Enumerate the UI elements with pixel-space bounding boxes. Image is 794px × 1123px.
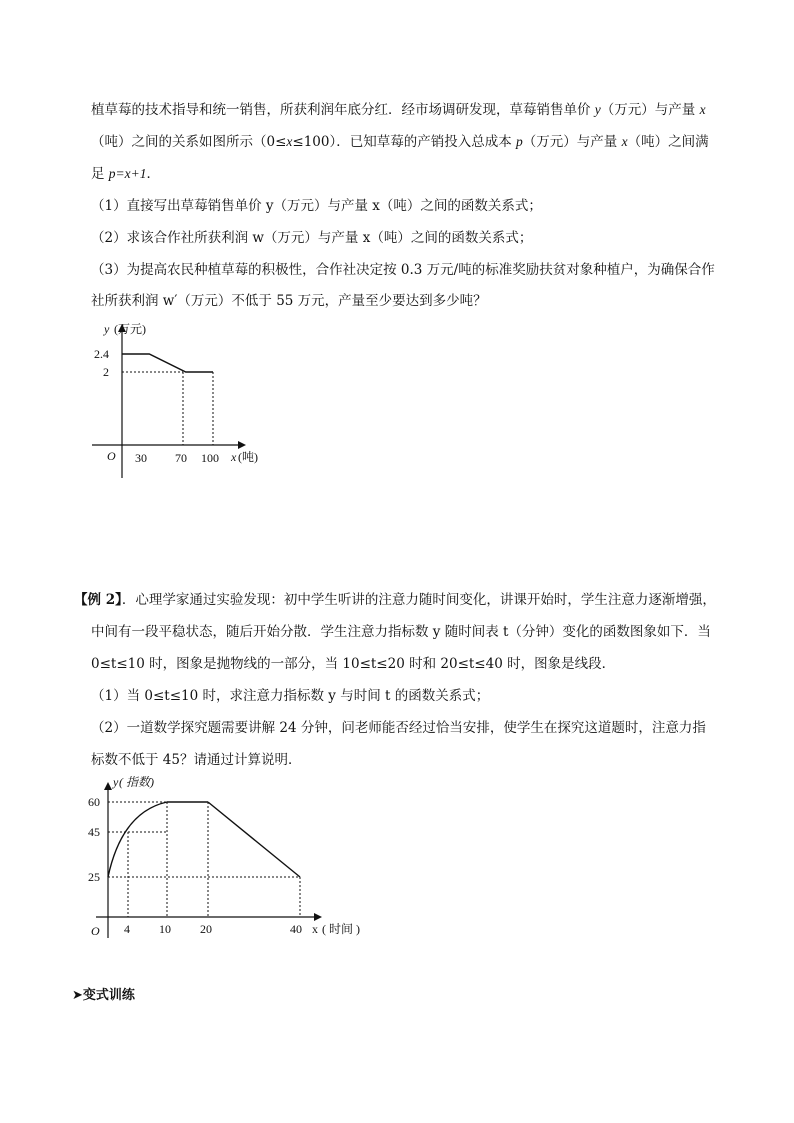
p1-line3-text-b: ．: [146, 166, 161, 182]
p1-line2-text-d: （吨）之间满: [627, 134, 709, 150]
p1-question-3a: （3）为提高农民种植草莓的积极性，合作社决定按 0.3 万元/吨的标准奖励扶贫对象种植户，为确保合作: [91, 262, 715, 278]
p2-question-2b: 标数不低于 45？请通过计算说明．: [91, 752, 302, 768]
g2-parabola-segment: [108, 802, 167, 877]
g2-y-axis-arrow: [104, 782, 112, 790]
example-tag: 【例 2】: [74, 592, 122, 608]
variant-training-heading: [72, 984, 135, 1003]
equation-p: p=x+1: [108, 166, 147, 181]
g1-y-tick-2: 2: [103, 365, 109, 379]
g1-x-tick-100: 100: [201, 451, 219, 465]
g1-x-label: x: [231, 450, 237, 464]
var-y: y: [594, 102, 601, 117]
g2-x-tick-40: 40: [290, 922, 302, 936]
g2-decline-segment: [208, 802, 300, 877]
p1-question-3b: 社所获利润 w′（万元）不低于 55 万元，产量至少要达到多少吨？: [91, 293, 487, 309]
g1-y-label: y: [104, 322, 110, 336]
g2-origin: O: [91, 924, 100, 938]
p1-line1-text-a: 植草莓的技术指导和统一销售，所获利润年底分红．经市场调研发现，草莓销售单价: [91, 102, 595, 118]
p2-line1-text: ．心理学家通过实验发现：初中学生听讲的注意力随时间变化，讲课开始时，学生注意力逐渐增强，: [121, 592, 716, 608]
p1-line1-text-b: （万元）与产量: [600, 102, 700, 118]
p1-line3-text-a: 足: [91, 166, 109, 182]
p2-line3: 0≤t≤10 时，图象是抛物线的一部分，当 10≤t≤20 时和 20≤t≤40 时，图象是线段．: [91, 656, 616, 672]
g1-y-unit: (万元): [114, 322, 146, 336]
g1-x-tick-30: 30: [135, 451, 147, 465]
g2-x-tick-20: 20: [200, 922, 212, 936]
g2-y-tick-45: 45: [88, 825, 100, 839]
arrow-bullet-icon: ➤: [72, 988, 83, 1003]
p1-question-1: （1）直接写出草莓销售单价 y（万元）与产量 x（吨）之间的函数关系式；: [91, 198, 542, 214]
var-x: x: [699, 102, 706, 117]
p1-question-2: （2）求该合作社所获利润 w（万元）与产量 x（吨）之间的函数关系式；: [91, 230, 533, 246]
p1-line2-text-a: （吨）之间的关系如图所示（0≤: [91, 134, 287, 150]
g2-x-axis-arrow: [314, 913, 322, 921]
g1-x-unit: (吨): [238, 450, 258, 464]
p1-line2-text-b: ≤100）．已知草莓的产销投入总成本: [292, 134, 517, 150]
g2-y-tick-25: 25: [88, 870, 100, 884]
g2-x-tick-4: 4: [124, 922, 130, 936]
g1-origin: O: [107, 449, 116, 463]
g2-y-unit: ( 指数): [119, 775, 154, 789]
var-x: x: [621, 134, 628, 149]
g2-y-label: y: [113, 775, 119, 789]
p2-question-2a: （2）一道数学探究题需要讲解 24 分钟，问老师能否经过恰当安排，使学生在探究这道题时，注意力指: [91, 720, 706, 736]
g2-x-tick-10: 10: [159, 922, 171, 936]
g2-y-tick-60: 60: [88, 795, 100, 809]
g1-y-tick-2.4: 2.4: [94, 347, 109, 361]
var-p: p: [516, 134, 523, 149]
g2-x-label: x: [312, 922, 318, 936]
g1-x-tick-70: 70: [175, 451, 187, 465]
p1-line2-text-c: （万元）与产量: [522, 134, 622, 150]
g2-x-unit: ( 时间 ): [322, 922, 360, 936]
variant-training-label: 变式训练: [82, 988, 135, 1003]
p2-question-1: （1）当 0≤t≤10 时，求注意力指标数 y 与时间 t 的函数关系式；: [91, 688, 490, 704]
p2-line2: 中间有一段平稳状态，随后开始分散．学生注意力指标数 y 随时间表 t（分钟）变化的函数图象如下．当: [91, 624, 711, 640]
var-x: x: [286, 134, 293, 149]
